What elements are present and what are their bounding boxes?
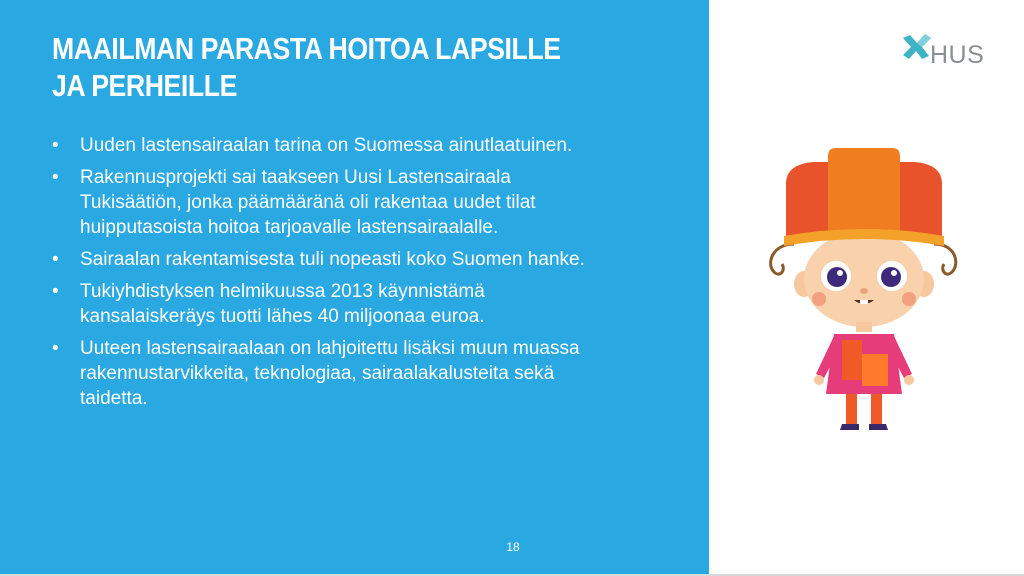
bullet-item-3: [52, 247, 612, 272]
bullet-text-5: Uuteen lastensairaalaan on lahjoitettu lisäksi muun muassa rakennustarvikkeita, teknologiaa, sairaalakalusteita sekä taidetta.: [80, 338, 580, 409]
slide-title-line-2: JA PERHEILLE: [52, 68, 237, 103]
slide-title-line-1: MAAILMAN PARASTA HOITOA LAPSILLE: [52, 31, 561, 66]
bullet-marker: •: [52, 135, 59, 156]
bullet-item-4: [52, 279, 612, 329]
bullet-marker: •: [52, 338, 59, 359]
logo-text: HUS: [930, 41, 985, 69]
hus-cross-logo-icon: [900, 32, 934, 62]
bullet-text-1: Uuden lastensairaalan tarina on Suomessa ainutlaatuinen.: [80, 135, 573, 156]
bullet-text-2: Rakennusprojekti sai taakseen Uusi Lastensairaala Tukisäätiön, jonka päämääränä oli rakentaa uudet tilat huipputasoista hoitoa tarjoavalle lastensairaalalle.: [80, 167, 536, 238]
bullet-marker: •: [52, 281, 59, 302]
bullet-item-1: [52, 133, 612, 158]
bullet-item-5: [52, 336, 612, 411]
bullet-text-3: Sairaalan rakentamisesta tuli nopeasti koko Suomen hanke.: [80, 249, 585, 270]
slide-title: [52, 30, 585, 104]
bullet-marker: •: [52, 167, 59, 188]
bullet-text-4: Tukiyhdistyksen helmikuussa 2013 käynnistämä kansalaiskeräys tuotti lähes 40 miljoonaa euroa.: [80, 281, 485, 327]
child-mascot-illustration: [764, 144, 964, 434]
bullet-list: [52, 133, 612, 418]
bullet-item-2: [52, 165, 612, 240]
bullet-marker: •: [52, 249, 59, 270]
page-number: 18: [506, 540, 520, 554]
hus-logo: [900, 32, 990, 72]
